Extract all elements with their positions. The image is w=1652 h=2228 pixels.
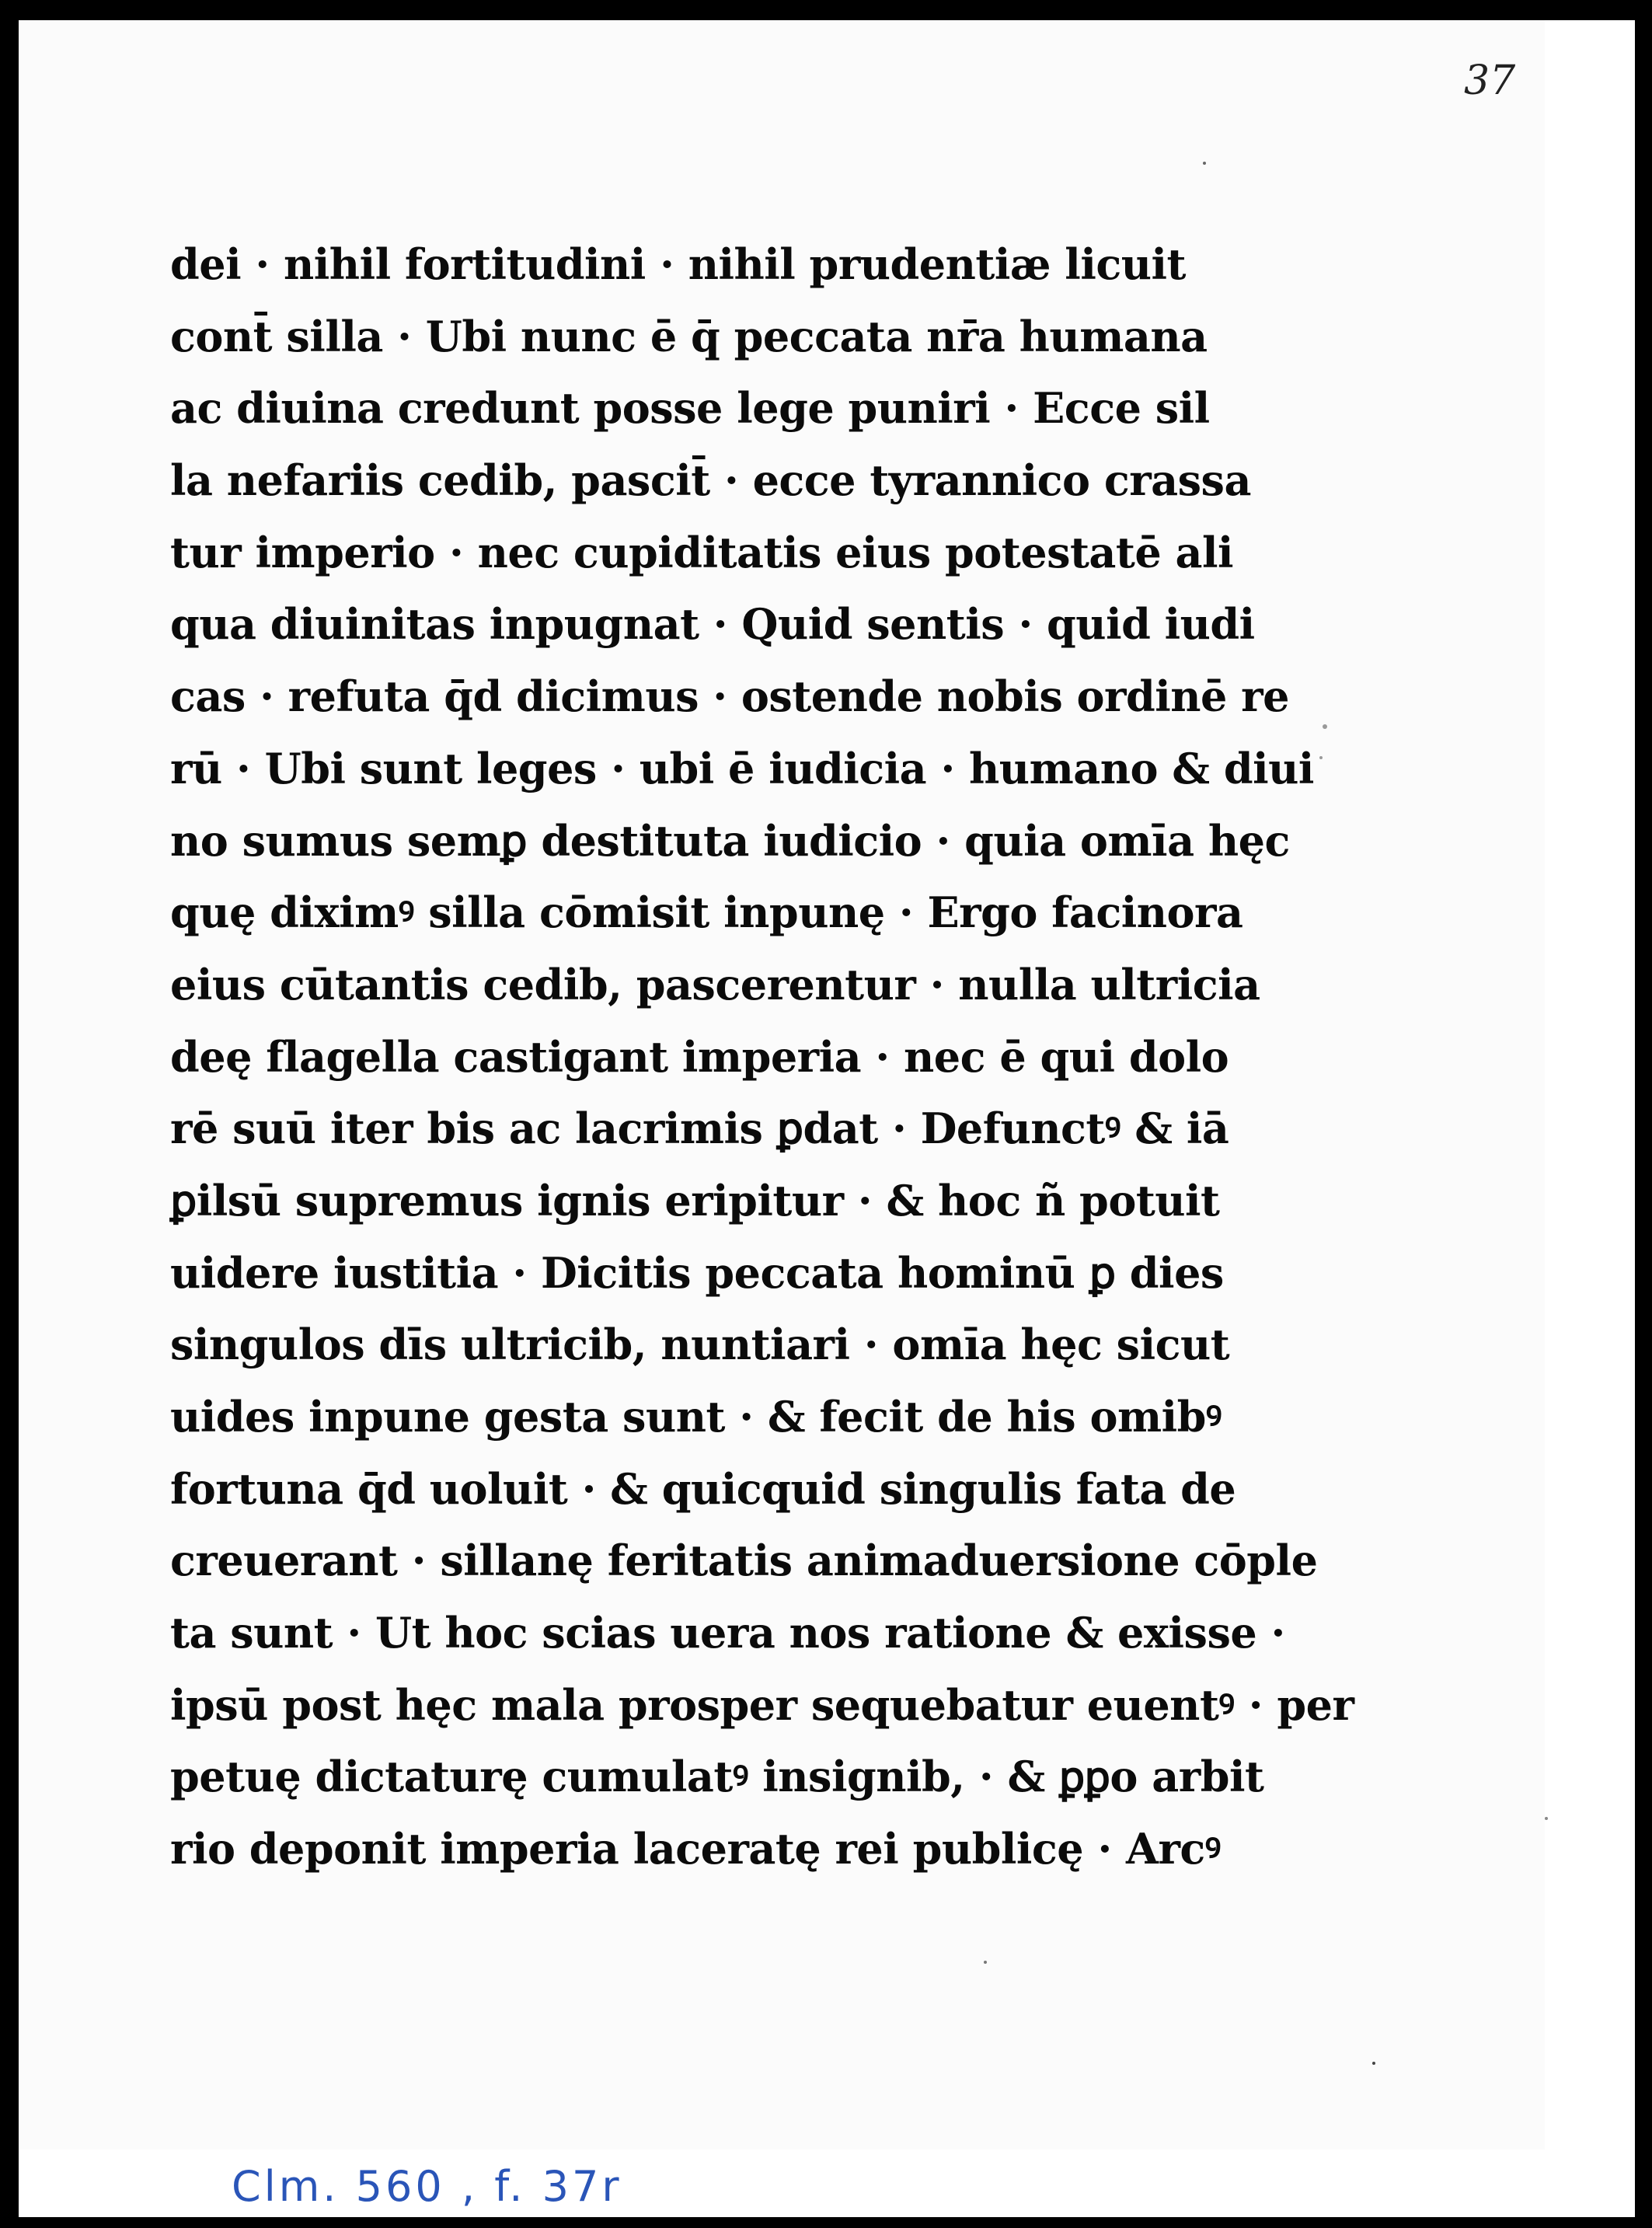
text-line: ac diuina credunt posse lege puniri · Ecce sil [170,383,1210,434]
text-line: quę diximꝰ silla cōmisit inpunę · Ergo facinora [170,887,1243,938]
text-line: tur imperio · nec cupiditatis eius potestatē ali [170,527,1234,577]
text-line: cont̄ silla · Ubi nunc ē q̄ peccata nr̄a humana [170,311,1208,361]
text-line: eius cūtantis cedib, pascerentur · nulla ultricia [170,959,1260,1009]
text-line: deę flagella castigant imperia · nec ē qui dolo [170,1031,1229,1082]
text-line: fortuna q̄d uoluit · & quicquid singulis fata de [170,1463,1236,1514]
text-line: dei · nihil fortitudini · nihil prudentiæ licuit [170,239,1186,289]
text-line: petuę dictaturę cumulatꝰ insignib, · & ꝑꝑo arbit [170,1752,1264,1802]
text-line: cas · refuta q̄d dicimus · ostende nobis ordinē re [170,671,1289,722]
shelfmark-annotation: Clm. 560 , f. 37r [232,2162,622,2211]
text-line: qua diuinitas inpugnat · Quid sentis · quid iudi [170,599,1255,650]
text-line: no sumus semꝑ destituta iudicio · quia omīa hęc [170,815,1290,866]
text-line: rio deponit imperia laceratę rei publicę · Arcꝰ [170,1824,1221,1874]
text-line: creuerant · sillanę feritatis animaduersione cōple [170,1536,1318,1586]
text-line: uides inpune gesta sunt · & fecit de his omibꝰ [170,1392,1222,1442]
text-line: ꝑilsū supremus ignis eripitur · & hoc ñ potuit [170,1175,1220,1226]
text-line: la nefariis cedib, pascit̄ · ecce tyrannico crassa [170,455,1251,506]
text-line: ta sunt · Ut hoc scias uera nos ratione & exisse · [170,1608,1285,1658]
text-line: rū · Ubi sunt leges · ubi ē iudicia · humano & diui [170,743,1314,793]
text-line: uidere iustitia · Dicitis peccata hominū ꝑ dies [170,1247,1224,1298]
folio-number: 37 [1464,58,1516,104]
text-line: rē suū iter bis ac lacrimis ꝑdat · Defunctꝰ & iā [170,1104,1229,1154]
manuscript-page [19,20,1545,2150]
manuscript-text [170,228,1354,1885]
text-line: singulos dīs ultricib, nuntiari · omīa hęc sicut [170,1320,1230,1370]
text-line: ipsū post hęc mala prosper sequebatur euentꝰ · per [170,1679,1354,1730]
